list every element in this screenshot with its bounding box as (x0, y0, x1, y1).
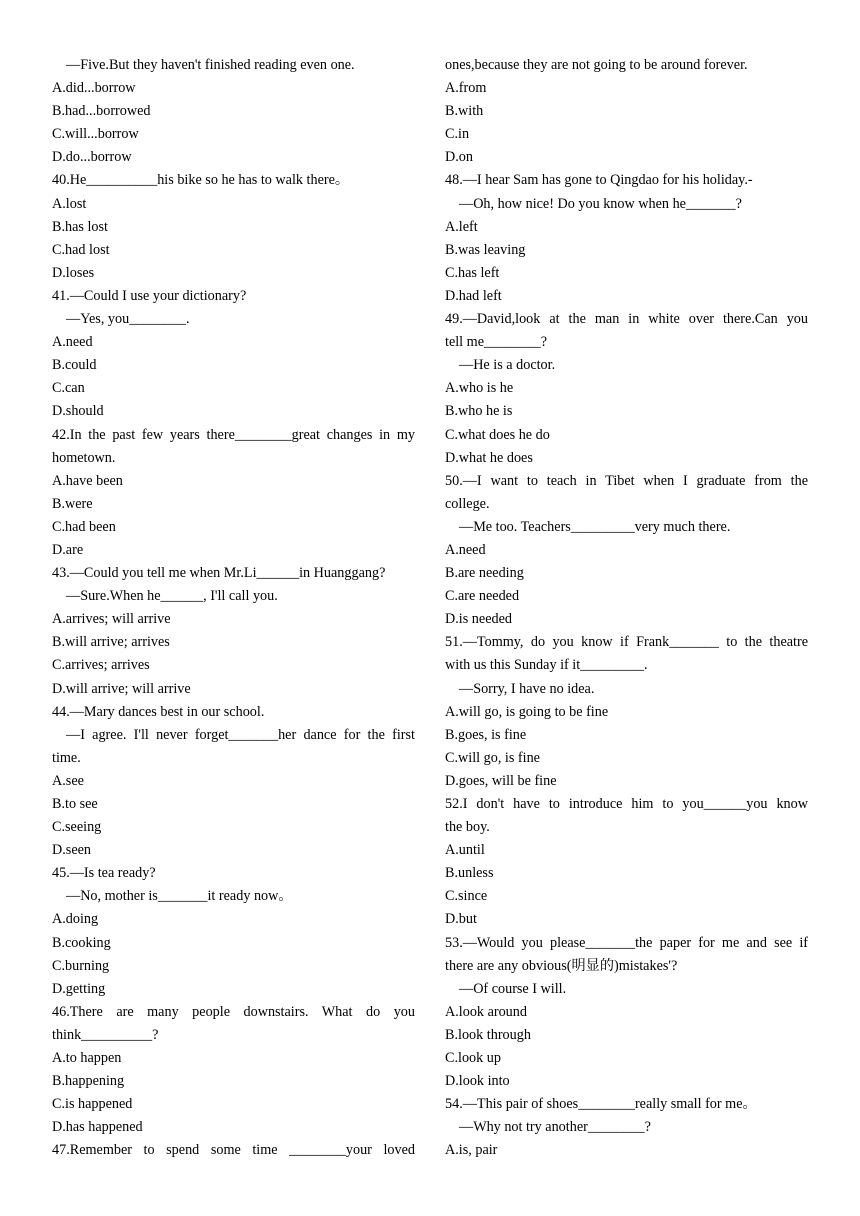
text-line: D.should (52, 403, 104, 420)
text-line: A.did...borrow (52, 80, 136, 97)
text-line: C.what does he do (445, 426, 550, 443)
text-line: D.goes, will be fine (445, 772, 557, 789)
text-line: D.has happened (52, 1119, 143, 1136)
text-line: D.loses (52, 264, 95, 281)
text-line: A.from (445, 80, 487, 97)
text-line: B.has lost (52, 218, 108, 235)
left-column (52, 54, 415, 1163)
text-line: B.who he is (445, 403, 513, 420)
text-line: D.had left (445, 287, 502, 304)
text-line: 42.In the past few years there________great changes in my (52, 426, 415, 443)
text-line: B.were (52, 495, 93, 512)
text-line: C.arrives; arrives (52, 657, 150, 674)
text-line: B.will arrive; arrives (52, 634, 170, 651)
text-line: C.had lost (52, 241, 110, 258)
text-line: D.on (445, 149, 473, 166)
text-line: A.need (445, 541, 486, 558)
text-line: C.burning (52, 957, 110, 974)
text-line: C.in (445, 126, 470, 143)
text-line: —Of course I will. (459, 980, 567, 997)
text-line: 47.Remember to spend some time ________your loved (52, 1142, 415, 1159)
text-line: time. (52, 749, 81, 766)
text-line: D.are (52, 541, 84, 558)
text-line: A.arrives; will arrive (52, 611, 171, 628)
text-line: —Oh, how nice! Do you know when he_______? (459, 195, 742, 212)
text-line: B.are needing (445, 565, 524, 582)
text-line: —He is a doctor. (459, 357, 556, 374)
text-line: C.will...borrow (52, 126, 139, 143)
text-line: 45.—Is tea ready? (52, 865, 156, 882)
text-line: B.was leaving (445, 241, 526, 258)
text-line: B.goes, is fine (445, 726, 527, 743)
text-line: 52.I don't have to introduce him to you______you know (445, 796, 808, 812)
text-line: 49.—David,look at the man in white over there.Can you (445, 311, 808, 328)
text-line: with us this Sunday if it_________. (445, 657, 648, 674)
text-line: A.left (445, 218, 478, 235)
text-line: D.will arrive; will arrive (52, 680, 191, 697)
text-line: —Five.But they haven't finished reading even one. (66, 57, 355, 73)
text-line: hometown. (52, 449, 116, 466)
text-line: A.need (52, 334, 93, 351)
text-line: 50.—I want to teach in Tibet when I graduate from the (445, 472, 808, 489)
text-line: 43.—Could you tell me when Mr.Li______in Huanggang? (52, 565, 386, 582)
text-line: A.have been (52, 472, 123, 489)
text-line: A.see (52, 772, 84, 789)
text-line: 48.—I hear Sam has gone to Qingdao for his holiday.- (445, 172, 753, 189)
right-column (445, 54, 808, 1163)
text-line: —No, mother is_______it ready now。 (66, 888, 293, 905)
text-line: C.can (52, 380, 85, 397)
text-line: C.since (445, 888, 488, 905)
text-line: B.could (52, 357, 97, 374)
text-line: A.look around (445, 1003, 527, 1020)
text-line: —I agree. I'll never forget_______her dance for the first (66, 726, 415, 743)
text-line: B.cooking (52, 934, 111, 951)
text-line: ones,because they are not going to be around forever. (445, 57, 748, 73)
text-line: 40.He__________his bike so he has to walk there。 (52, 172, 350, 189)
text-line: —Sorry, I have no idea. (459, 680, 595, 697)
text-line: B.look through (445, 1026, 531, 1043)
text-line: D.but (445, 911, 477, 928)
text-line: A.is, pair (445, 1142, 498, 1159)
text-line: —Sure.When he______, I'll call you. (66, 588, 278, 605)
text-line: D.getting (52, 980, 106, 997)
text-line: A.will go, is going to be fine (445, 703, 609, 720)
text-line: 51.—Tommy, do you know if Frank_______ to the theatre (445, 634, 808, 651)
text-line: B.with (445, 103, 484, 120)
text-line: think__________? (52, 1026, 159, 1043)
text-line: there are any obvious(明显的)mistakes'? (445, 957, 678, 974)
text-line: A.who is he (445, 380, 514, 397)
text-line: A.doing (52, 911, 99, 928)
text-line: C.had been (52, 518, 116, 535)
text-line: D.look into (445, 1073, 510, 1090)
text-line: B.happening (52, 1073, 125, 1090)
text-line: B.unless (445, 865, 494, 882)
text-line: —Why not try another________? (459, 1119, 651, 1136)
text-line: college. (445, 495, 490, 512)
text-line: B.to see (52, 796, 98, 812)
text-line: tell me________? (445, 334, 548, 351)
text-line: —Me too. Teachers_________very much there. (459, 518, 731, 535)
text-line: C.seeing (52, 819, 102, 836)
text-line: D.seen (52, 842, 92, 859)
text-line: C.are needed (445, 588, 520, 605)
text-line: D.do...borrow (52, 149, 132, 166)
text-line: A.to happen (52, 1050, 122, 1067)
text-line: D.what he does (445, 449, 533, 466)
text-line: the boy. (445, 819, 490, 836)
text-line: 53.—Would you please_______the paper for me and see if (445, 934, 808, 951)
text-line: 54.—This pair of shoes________really small for me。 (445, 1096, 757, 1113)
text-line: C.will go, is fine (445, 749, 540, 766)
text-line: C.look up (445, 1050, 501, 1067)
text-line: C.has left (445, 264, 500, 281)
text-line: —Yes, you________. (66, 311, 190, 328)
text-line: B.had...borrowed (52, 103, 151, 120)
text-line: A.lost (52, 195, 87, 212)
text-line: 41.—Could I use your dictionary? (52, 287, 247, 304)
text-line: D.is needed (445, 611, 512, 628)
text-line: 46.There are many people downstairs. What do you (52, 1003, 415, 1020)
text-line: C.is happened (52, 1096, 133, 1113)
text-line: A.until (445, 842, 485, 859)
text-line: 44.—Mary dances best in our school. (52, 703, 265, 720)
